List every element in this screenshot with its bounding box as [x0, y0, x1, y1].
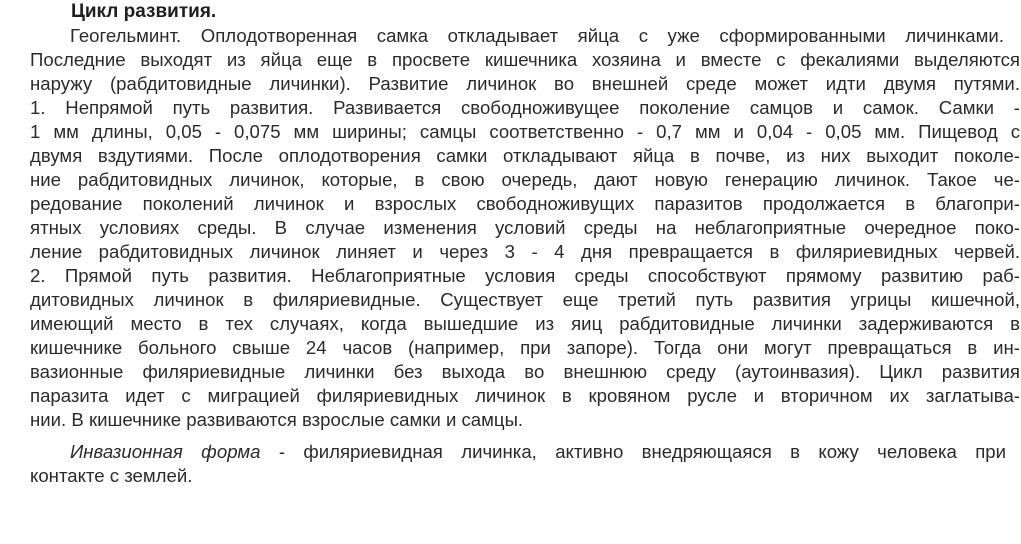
paragraph-line: наружу (рабдитовидные личинки). Развитие личинок во внешней среде может идти двумя путями. [30, 73, 1020, 94]
definition-line [70, 440, 1006, 464]
definition-term: Инвазионная форма [70, 441, 261, 462]
definition-line-continued: контакте с землей. [30, 465, 193, 486]
paragraph-line: Геогельминт. Оплодотворенная самка откладывает яйца с уже сформированными личинками. [70, 25, 1004, 46]
paragraph-line: двумя вздутиями. После оплодотворения самки откладывают яйца в почве, из них выходит поколе- [30, 145, 1020, 166]
paragraph-line: Последние выходят из яйца еще в просвете кишечника хозяина и вместе с фекалиями выделяются [30, 49, 1020, 70]
paragraph-line: ление рабдитовидных личинок линяет и через 3 - 4 дня превращается в филяриевидных червей. [30, 241, 1020, 262]
paragraph-line: ятных условиях среды. В случае изменения условий среды на неблагоприятные очередное поко- [30, 217, 1020, 238]
paragraph-line: 1. Непрямой путь развития. Развивается свободноживущее поколение самцов и самок. Самки - [30, 97, 1020, 118]
paragraph-line: нии. В кишечнике развиваются взрослые самки и самцы. [30, 409, 524, 430]
paragraph-line: 2. Прямой путь развития. Неблагоприятные условия среды способствуют прямому развитию раб- [30, 265, 1020, 286]
paragraph-line: вазионные филяриевидные личинки без выхода во внешнюю среду (аутоинвазия). Цикл развития [30, 361, 1020, 382]
paragraph-line: паразита идет с миграцией филяриевидных личинок в кровяном русле и вторичном их заглатыва- [30, 385, 1020, 406]
definition-text: - филяриевидная личинка, активно внедряющаяся в кожу человека при [260, 441, 1007, 462]
paragraph-line: дитовидных личинок в филяриевидные. Существует еще третий путь развития угрицы кишечной, [30, 289, 1020, 310]
paragraph-line: имеющий место в тех случаях, когда вышедшие из яиц рабдитовидные личинки задерживаются в [30, 313, 1020, 334]
paragraph-line: редование поколений личинок и взрослых свободноживущих паразитов продолжается в благопри- [30, 193, 1020, 214]
paragraph-line: кишечнике больного свыше 24 часов (например, при запоре). Тогда они могут превращаться в ин- [30, 337, 1020, 358]
section-heading: Цикл развития. [71, 1, 217, 22]
paragraph-line: 1 мм длины, 0,05 - 0,075 мм ширины; самцы соответственно - 0,7 мм и 0,04 - 0,05 мм. Пищевод с [30, 121, 1020, 142]
paragraph-line: ние рабдитовидных личинок, которые, в свою очередь, дают новую генерацию личинок. Такое че- [30, 169, 1020, 190]
